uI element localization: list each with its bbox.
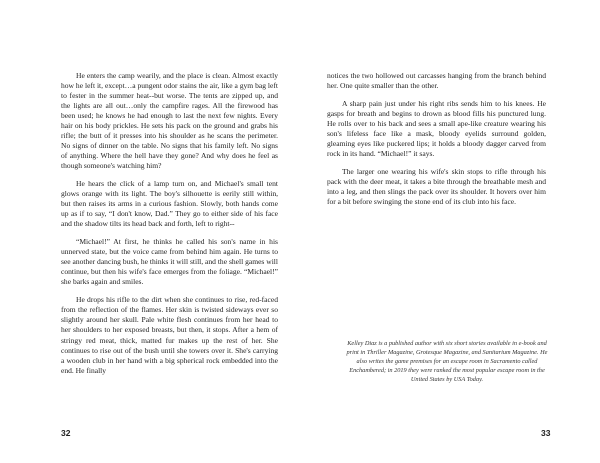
left-text-column [61, 71, 278, 384]
page-number: 32 [61, 428, 71, 438]
paragraph-continuation: notices the two hollowed out carcasses hanging from the branch behind her. One quite smaller than the other. [327, 71, 546, 91]
page-number: 33 [541, 428, 551, 438]
paragraph: He enters the camp wearily, and the place is clean. Almost exactly how he left it, except…a pungent odor stains the air, like a gym bag left to fester in the summer heat--but worse. The tents are zipped up, and the lights are all out…only the campfire rages. All the firewood has been used; he knows he had enough to last the next few nights. Every hair on his body prickles. He sets his pack on the ground and grabs his rifle; the butt of it presses into his shoulder as he scans the perimeter. No signs of dinner on the table. No signs that his family left. No signs of anything. Where the hell have they gone? And why does he feel as though someone's watching him? [61, 71, 278, 171]
paragraph: He drops his rifle to the dirt when she continues to rise, red-faced from the reflection of the flames. Her skin is twisted sideways ever so slightly around her skull. Pale white flesh continues from her head to her shoulders to her exposed breasts, but then, it stops. After a hem of stringy red meat, thick, matted fur makes up the rest of her. She continues to rise out of the bush until she towers over it. She's carrying a wooden club in her hand with a big spherical rock embedded into the end. He finally [61, 295, 278, 375]
paragraph: The larger one wearing his wife's skin stops to rifle through his pack with the deer meat, it takes a bite through the breathable mesh and into a leg, and then slings the pack over its shoulder. It hovers over him for a bit before swinging the stone end of its club into his face. [327, 166, 546, 207]
author-bio: Kelley Diaz is a published author with six short stories available in e-book and print in Thriller Magazine, Grotesque Magazine, and Sanitarium Magazine. He also writes the game premises for an escape room in Sacramento called Enchambered; in 2019 they were ranked the most popular escape room in the United States by USA Today. [346, 340, 548, 383]
right-page [300, 0, 600, 463]
paragraph: “Michael!” At first, he thinks he called his son's name in his unnerved state, but the voice came from behind him again. He turns to see another dancing bush, he thinks it will still, and the shell games will continue, but then his wife's face emerges from the foliage. “Michael!” she barks again and smiles. [61, 237, 278, 287]
paragraph: A sharp pain just under his right ribs sends him to his knees. He gasps for breath and begins to drown as blood fills his punctured lung. He rolls over to his back and sees a small ape-like creature wearing his son's lifeless face like a mask, bloody eyelids surround golden, gleaming eyes like puckered lips; it holds a bloody dagger carved from rock in its hand. “Michael!” it says. [327, 98, 546, 159]
right-text-column [327, 71, 546, 215]
paragraph: He hears the click of a lamp turn on, and Michael's small tent glows orange with its light. The boy's silhouette is eerily still within, but then raises its arms in a curious fashion. Slowly, both hands come up as if to say, “I don't know, Dad.” They go to either side of his face and the shadow tilts its head back and forth, left to right-- [61, 179, 278, 229]
